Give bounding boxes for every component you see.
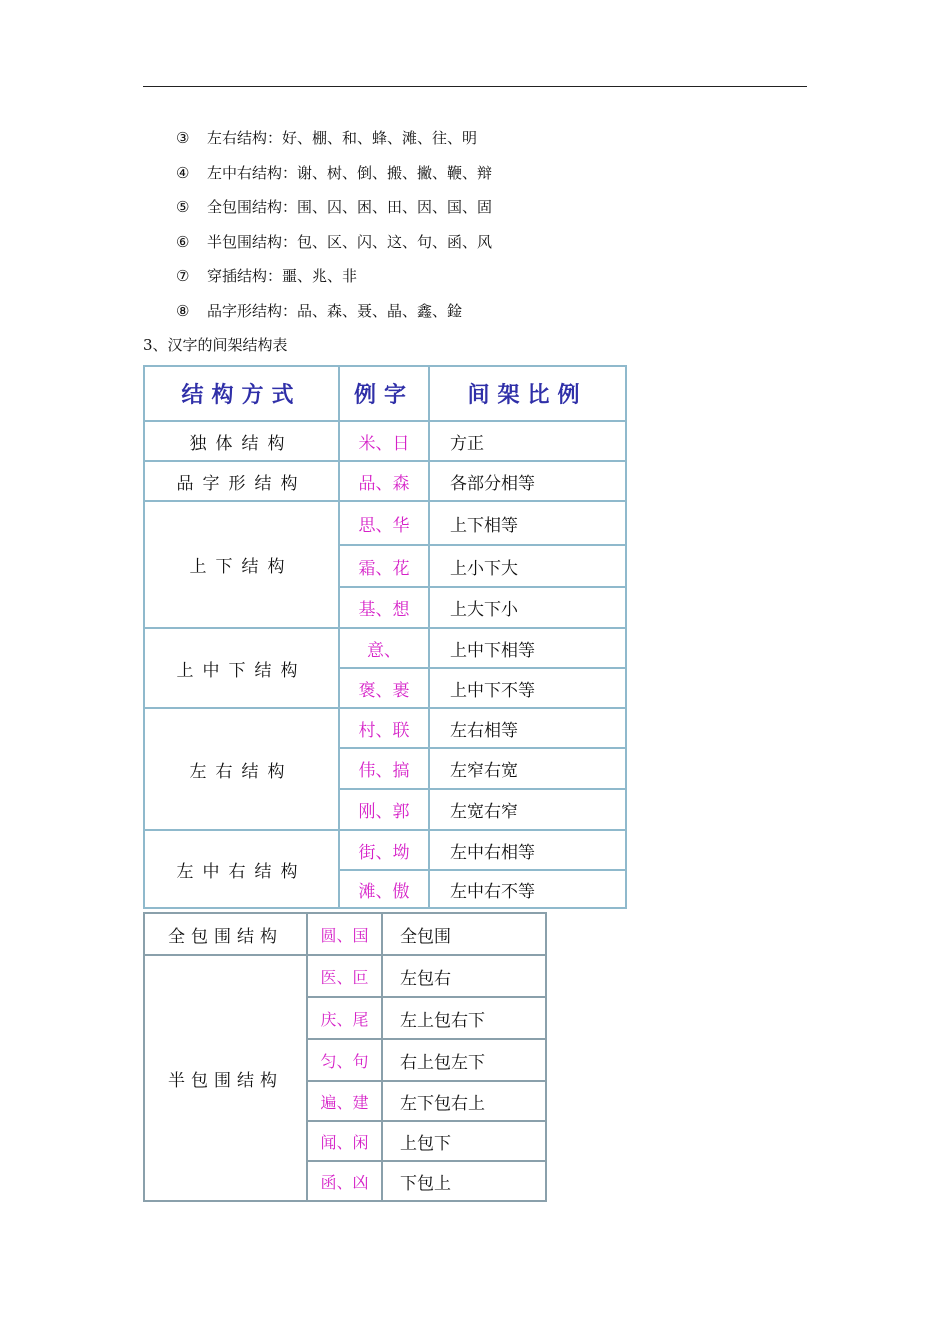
example-cell: 圆、国	[306, 912, 383, 956]
example-cell: 基、想	[338, 586, 430, 629]
example-cell: 医、叵	[306, 954, 383, 998]
example-cell: 闻、闲	[306, 1120, 383, 1162]
structure-table	[143, 365, 627, 909]
structure-cell: 上下结构	[143, 500, 340, 629]
ratio-cell: 上下相等	[428, 500, 627, 546]
list-item: ⑤ 全包围结构：围、囚、困、田、因、国、固	[176, 198, 493, 216]
ratio-cell: 上中下相等	[428, 627, 627, 669]
example-cell: 村、联	[338, 707, 430, 749]
header-rule	[143, 86, 807, 87]
list-item: ④ 左中右结构：谢、树、倒、搬、撇、鞭、辩	[176, 163, 493, 182]
ratio-cell: 右上包左下	[381, 1038, 547, 1082]
list-item: ⑧ 品字形结构：品、森、聂、晶、鑫、鍂	[176, 301, 463, 320]
structure-cell: 左右结构	[143, 707, 340, 831]
header-structure: 结构方式	[143, 365, 340, 422]
structure-list	[176, 124, 492, 331]
list-item: ⑦ 穿插结构：噩、兆、非	[176, 267, 358, 285]
example-cell: 滩、傲	[338, 869, 430, 909]
header-example: 例字	[338, 365, 430, 422]
enclosure-table	[143, 912, 547, 1202]
ratio-cell: 上大下小	[428, 586, 627, 629]
structure-cell: 上中下结构	[143, 627, 340, 709]
example-cell: 霜、花	[338, 544, 430, 588]
ratio-cell: 上包下	[381, 1120, 547, 1162]
ratio-cell: 左窄右宽	[428, 747, 627, 790]
example-cell: 匀、句	[306, 1038, 383, 1082]
ratio-cell: 上中下不等	[428, 667, 627, 709]
structure-cell: 品字形结构	[143, 460, 340, 502]
ratio-cell: 左下包右上	[381, 1080, 547, 1122]
example-cell: 米、日	[338, 420, 430, 462]
ratio-cell: 左中右不等	[428, 869, 627, 909]
example-cell: 品、森	[338, 460, 430, 502]
example-cell: 刚、郭	[338, 788, 430, 831]
example-cell: 函、凶	[306, 1160, 383, 1202]
example-cell: 伟、搞	[338, 747, 430, 790]
ratio-cell: 各部分相等	[428, 460, 627, 502]
ratio-cell: 左中右相等	[428, 829, 627, 871]
ratio-cell: 左包右	[381, 954, 547, 998]
example-cell: 思、华	[338, 500, 430, 546]
structure-cell: 独体结构	[143, 420, 340, 462]
ratio-cell: 左右相等	[428, 707, 627, 749]
ratio-cell: 左上包右下	[381, 996, 547, 1040]
example-cell: 街、坳	[338, 829, 430, 871]
section-heading: 3、汉字的间架结构表	[143, 336, 288, 354]
list-item: ⑥ 半包围结构：包、区、闪、这、句、函、风	[176, 232, 493, 251]
example-cell: 褒、裹	[338, 667, 430, 709]
example-cell: 庆、尾	[306, 996, 383, 1040]
example-cell: 遍、建	[306, 1080, 383, 1122]
structure-cell: 半包围结构	[143, 954, 308, 1202]
header-ratio: 间架比例	[428, 365, 627, 422]
ratio-cell: 下包上	[381, 1160, 547, 1202]
structure-cell: 左中右结构	[143, 829, 340, 909]
ratio-cell: 方正	[428, 420, 627, 462]
ratio-cell: 全包围	[381, 912, 547, 956]
list-item: ③ 左右结构：好、棚、和、蜂、滩、往、明	[176, 129, 478, 147]
ratio-cell: 上小下大	[428, 544, 627, 588]
structure-cell: 全包围结构	[143, 912, 308, 956]
ratio-cell: 左宽右窄	[428, 788, 627, 831]
example-cell: 意、	[338, 627, 430, 669]
